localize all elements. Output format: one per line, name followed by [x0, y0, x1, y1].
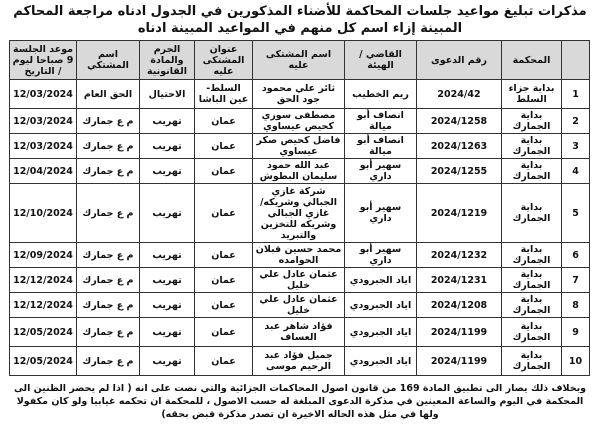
cell-judge: اياد الجبرودي [345, 318, 417, 347]
cell-num: 4 [562, 159, 590, 184]
cell-judge: سهير أبو داري [345, 243, 417, 268]
cell-court: بداية الجمارك [502, 293, 562, 318]
cell-case-no: 2024/1231 [417, 268, 502, 293]
cell-address: عمان [195, 109, 253, 134]
cell-defendant: عثمان عادل علي خليل [253, 268, 345, 293]
cell-judge: انصاف أبو ميالة [345, 109, 417, 134]
cell-address: السلط- عين الباشا [195, 80, 253, 109]
table-row [10, 318, 590, 347]
cell-case-no: 2024/1208 [417, 293, 502, 318]
table-row [10, 159, 590, 184]
cell-defendant: فؤاد شاهر عبد العساف [253, 318, 345, 347]
cell-case-no: 2024/1263 [417, 134, 502, 159]
table-row [10, 243, 590, 268]
cell-complainant: م ع جمارك [77, 109, 140, 134]
cell-defendant: جميل فؤاد عبد الرحيم موسى [253, 347, 345, 376]
col-header-defendant: اسم المشتكى عليه [253, 41, 345, 80]
cell-crime: تهريب [140, 109, 195, 134]
table-row [10, 347, 590, 376]
cell-court: بداية الجمارك [502, 184, 562, 243]
cell-crime: تهريب [140, 318, 195, 347]
cell-case-no: 2024/42 [417, 80, 502, 109]
cell-court: بداية الجمارك [502, 318, 562, 347]
col-header-date: موعد الجلسة 9 صباحا ليوم / التاريخ [10, 41, 77, 80]
legal-footer-note: وبخلاف ذلك يصار الى تطبيق المادة 169 من قانون اصول المحاكمات الجزائية والتي نصت على انه ( اذا لم يحضر الظنين الى المحكمة في اليوم والساعة المعينين في مذكرة الدعوى المبلغة له حسب الاصول ، للمحكمة ان تحكمه غيابيا ولو كان مكفولا ولها في مثل هذه الحاله الاخيرة ان تصدر مذكرة قبض بحقه) [13, 383, 587, 420]
cell-case-no: 2024/1255 [417, 159, 502, 184]
cell-crime: تهريب [140, 293, 195, 318]
hearings-table [9, 40, 590, 376]
cell-date: 12/09/2024 [10, 243, 77, 268]
col-header-complainant: اسم المشتكي [77, 41, 140, 80]
cell-date: 12/03/2024 [10, 80, 77, 109]
cell-judge: انصاف أبو ميالة [345, 134, 417, 159]
cell-num: 5 [562, 184, 590, 243]
cell-judge: اياد الجبرودي [345, 347, 417, 376]
cell-court: بداية الجمارك [502, 159, 562, 184]
col-header-crime: الجرم والمادة القانونية [140, 41, 195, 80]
table-row [10, 293, 590, 318]
cell-num: 3 [562, 134, 590, 159]
cell-date: 12/03/2024 [10, 109, 77, 134]
cell-date: 12/05/2024 [10, 347, 77, 376]
cell-defendant: شركة غازي الجبالي وشريكه/غازي الجبالي وشريكه للتخزين والتبريد [253, 184, 345, 243]
cell-case-no: 2024/1199 [417, 347, 502, 376]
table-row [10, 268, 590, 293]
cell-crime: تهريب [140, 243, 195, 268]
cell-case-no: 2024/1219 [417, 184, 502, 243]
cell-crime: تهريب [140, 347, 195, 376]
cell-case-no: 2024/1232 [417, 243, 502, 268]
cell-defendant: فاضل كحيص صكر عيساوي [253, 134, 345, 159]
cell-judge: ريم الخطيب [345, 80, 417, 109]
cell-num: 10 [562, 347, 590, 376]
col-header-case-no: رقم الدعوى [417, 41, 502, 80]
cell-defendant: ثائر علي محمود جود الحق [253, 80, 345, 109]
table-row [10, 184, 590, 243]
cell-date: 12/04/2024 [10, 159, 77, 184]
cell-defendant: عبد الله حمود سليمان البطوش [253, 159, 345, 184]
cell-address: عمان [195, 184, 253, 243]
cell-defendant: مصطفى سوري كحيص عيساوي [253, 109, 345, 134]
table-row [10, 134, 590, 159]
cell-complainant: الحق العام [77, 80, 140, 109]
cell-num: 6 [562, 243, 590, 268]
table-row [10, 80, 590, 109]
cell-defendant: عثمان عادل علي خليل [253, 293, 345, 318]
cell-num: 7 [562, 268, 590, 293]
cell-date: 12/03/2024 [10, 134, 77, 159]
cell-crime: تهريب [140, 134, 195, 159]
cell-complainant: م ع جمارك [77, 347, 140, 376]
cell-address: عمان [195, 268, 253, 293]
cell-address: عمان [195, 243, 253, 268]
cell-address: عمان [195, 134, 253, 159]
cell-defendant: محمد حسين قبلان الحوامده [253, 243, 345, 268]
table-row [10, 109, 590, 134]
cell-date: 12/12/2024 [10, 268, 77, 293]
col-header-address: عنوان المشتكى عليه [195, 41, 253, 80]
cell-court: بداية الجمارك [502, 243, 562, 268]
cell-date: 12/12/2024 [10, 293, 77, 318]
cell-num: 2 [562, 109, 590, 134]
col-header-court: المحكمة [502, 41, 562, 80]
col-header-num [562, 41, 590, 80]
cell-address: عمان [195, 318, 253, 347]
cell-num: 9 [562, 318, 590, 347]
cell-num: 8 [562, 293, 590, 318]
cell-case-no: 2024/1258 [417, 109, 502, 134]
cell-address: عمان [195, 159, 253, 184]
cell-court: بداية الجمارك [502, 134, 562, 159]
table-header-row [10, 41, 590, 80]
cell-complainant: م ع جمارك [77, 159, 140, 184]
cell-complainant: م ع جمارك [77, 184, 140, 243]
cell-case-no: 2024/1199 [417, 318, 502, 347]
cell-court: بداية الجمارك [502, 109, 562, 134]
cell-court: بداية جزاء السلط [502, 80, 562, 109]
cell-court: بداية الجمارك [502, 268, 562, 293]
cell-judge: اياد الجبرودي [345, 293, 417, 318]
cell-judge: سهير أبو داري [345, 159, 417, 184]
page-title: مذكرات تبليغ مواعيد جلسات المحاكمة للأضناء المذكورين في الجدول ادناه مراجعة المحاكم المبينة إزاء اسم كل منهم في المواعيد المبينة ادناه [13, 4, 587, 36]
cell-judge: اياد الجبرودي [345, 268, 417, 293]
cell-complainant: م ع جمارك [77, 318, 140, 347]
cell-complainant: م ع جمارك [77, 243, 140, 268]
cell-complainant: م ع جمارك [77, 268, 140, 293]
cell-crime: تهريب [140, 184, 195, 243]
cell-judge: سهير أبو داري [345, 184, 417, 243]
cell-date: 12/05/2024 [10, 318, 77, 347]
cell-court: بداية الجمارك [502, 347, 562, 376]
cell-crime: تهريب [140, 159, 195, 184]
cell-address: عمان [195, 293, 253, 318]
cell-complainant: م ع جمارك [77, 134, 140, 159]
cell-num: 1 [562, 80, 590, 109]
col-header-judge: القاضي / الهيئة [345, 41, 417, 80]
cell-address: عمان [195, 347, 253, 376]
cell-date: 12/10/2024 [10, 184, 77, 243]
cell-complainant: م ع جمارك [77, 293, 140, 318]
cell-crime: الاحتيال [140, 80, 195, 109]
cell-crime: تهريب [140, 268, 195, 293]
